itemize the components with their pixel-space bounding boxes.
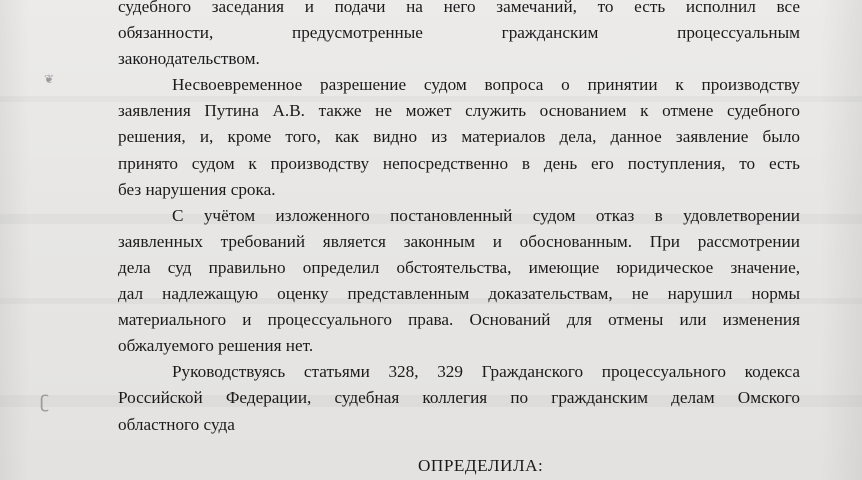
text-line: Руководствуясь статьями 328, 329 Гражданского процессуального кодекса: [172, 362, 800, 382]
text-line: Несвоевременное разрешение судом вопроса о принятии к производству: [172, 75, 800, 95]
paragraph: [118, 72, 800, 202]
text-line: принято судом к производству непосредственно в день его поступления, то есть: [118, 153, 800, 173]
text-line: материального и процессуального права. Оснований для отмены или изменения: [118, 310, 800, 330]
paragraph: [118, 0, 800, 72]
paragraph: [118, 203, 800, 360]
text-line: обжалуемого решения нет.: [118, 336, 314, 356]
text-line: решения, и, кроме того, как видно из материалов дела, данное заявление было: [118, 127, 800, 147]
text-line: обязанности, предусмотренные гражданским процессуальным: [118, 23, 800, 43]
text-line: С учётом изложенного постановленный судом отказ в удовлетворении: [172, 205, 800, 225]
section-heading: ОПРЕДЕЛИЛА:: [418, 456, 544, 475]
text-line: заявления Путина А.В. также не может служить основанием к отмене судебного: [118, 101, 800, 121]
text-line: дал надлежащую оценку представленным доказательствам, не нарушил нормы: [118, 284, 800, 304]
text-line: без нарушения срока.: [118, 179, 276, 199]
text-line: заявленных требований является законным и обоснованным. При рассмотрении: [118, 231, 800, 251]
text-line: судебного заседания и подачи на него замечаний, то есть исполнил все: [118, 0, 800, 16]
text-line: областного суда: [118, 414, 235, 434]
document-body: [118, 0, 800, 438]
paragraph: [118, 359, 800, 437]
text-line: Российской Федерации, судебная коллегия по гражданским делам Омского: [118, 388, 800, 408]
text-line: законодательством.: [118, 49, 260, 69]
hole-punch-mark: ❦: [44, 72, 55, 86]
text-line: дела суд правильно определил обстоятельства, имеющие юридическое значение,: [118, 257, 800, 277]
hole-punch-mark: ʗ: [40, 392, 50, 413]
